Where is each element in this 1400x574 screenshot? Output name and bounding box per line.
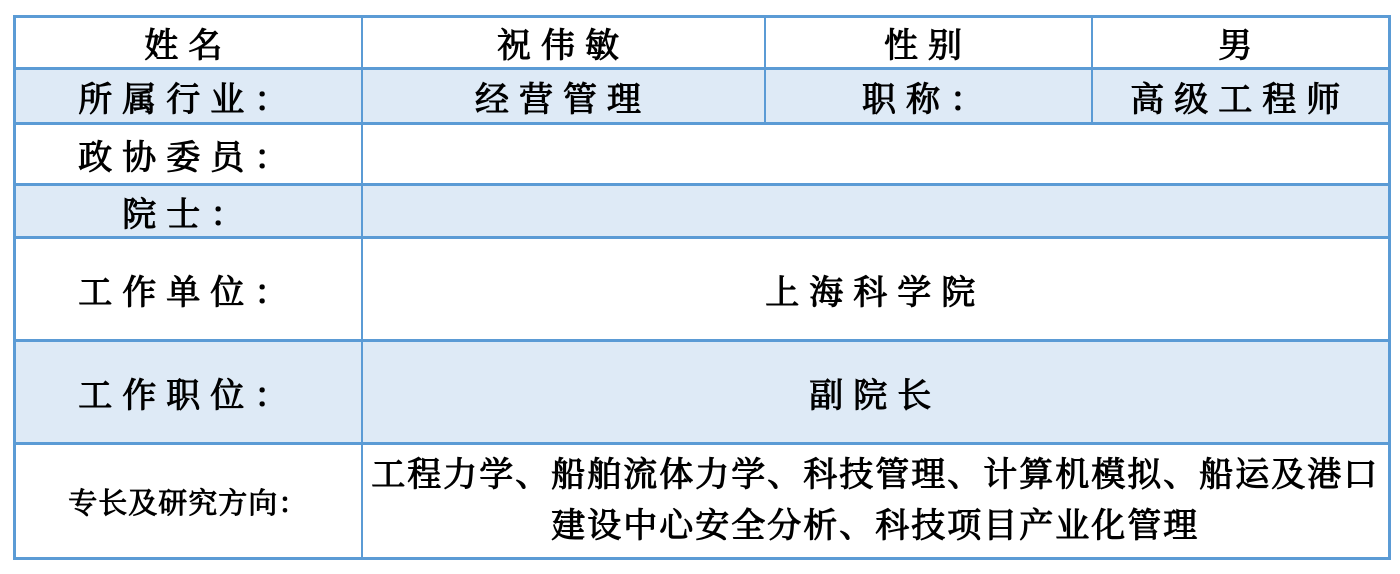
position-label: 工作职位：	[15, 341, 362, 444]
table-row-cppcc	[15, 124, 1390, 185]
table-row-industry-title	[15, 69, 1390, 124]
expertise-label: 专长及研究方向：	[15, 444, 362, 559]
industry-value: 经营管理	[362, 69, 765, 124]
job-title-label: 职称：	[765, 69, 1092, 124]
position-value: 副院长	[362, 341, 1390, 444]
industry-label: 所属行业：	[15, 69, 362, 124]
table-row-academician	[15, 185, 1390, 238]
table-row-expertise	[15, 444, 1390, 559]
work-unit-value: 上海科学院	[362, 238, 1390, 341]
cppcc-member-value	[362, 124, 1390, 185]
work-unit-label: 工作单位：	[15, 238, 362, 341]
table-row-position	[15, 341, 1390, 444]
name-value: 祝伟敏	[362, 17, 765, 69]
gender-label: 性别	[765, 17, 1092, 69]
job-title-value: 高级工程师	[1092, 69, 1390, 124]
profile-table	[13, 15, 1391, 560]
gender-value: 男	[1092, 17, 1390, 69]
table-row-name-gender	[15, 17, 1390, 69]
academician-label: 院士：	[15, 185, 362, 238]
cppcc-member-label: 政协委员：	[15, 124, 362, 185]
academician-value	[362, 185, 1390, 238]
expertise-value: 工程力学、船舶流体力学、科技管理、计算机模拟、船运及港口建设中心安全分析、科技项目产业化管理	[362, 444, 1390, 559]
table-row-work-unit	[15, 238, 1390, 341]
name-label: 姓名	[15, 17, 362, 69]
